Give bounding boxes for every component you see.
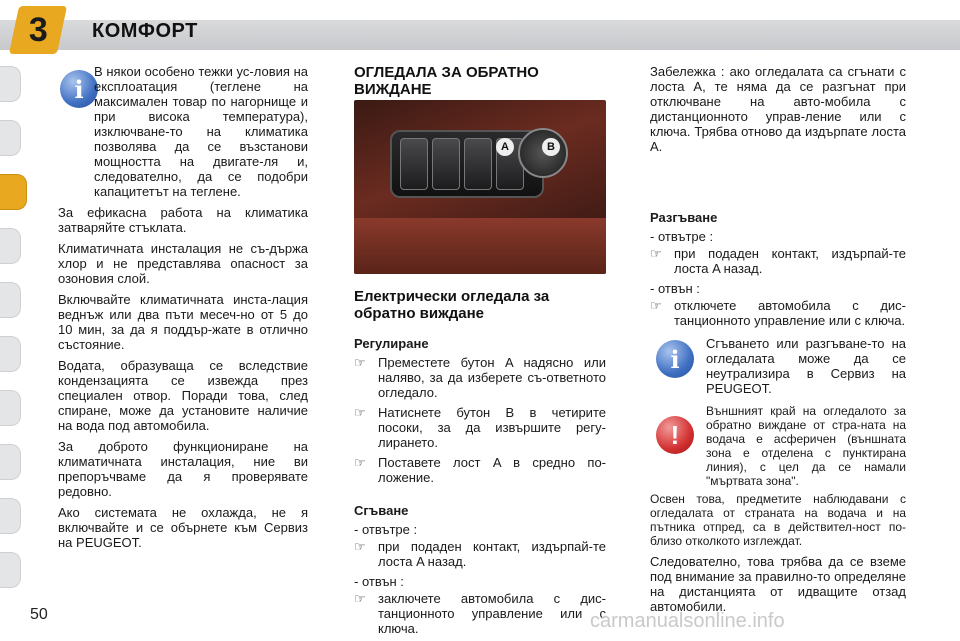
warning-note — [706, 404, 906, 494]
warning-text: Външният край на огледалото за обратно виждане от стра-ната на водача е асферичен (външната зона е отделена с пунктирана линия), с цел да се намали "мъртвата зона". — [706, 404, 906, 488]
paragraph: Включвайте климатичната инста-лация веднъж или два пъти месеч-но от 5 до 10 мин, за да я поддър-жате в отлично състояние. — [58, 292, 308, 352]
mirror-control-dial — [518, 128, 568, 178]
chapter-tab-1[interactable] — [0, 66, 21, 102]
paragraph: Следователно, това трябва да се вземе под внимание за правилно-то определяне на дистанцията от идващите отзад автомобили. — [650, 554, 906, 614]
paragraph: Освен това, предметите наблюдавани с огледалата от страната на водача и на пътника отпред, са в действител-ност по-близо отколкото изглеждат. — [650, 492, 906, 548]
info-icon: i — [60, 70, 98, 108]
window-switch — [432, 138, 460, 190]
list-item: ☞ заключете автомобила с дис-танционното управление или с ключа. — [354, 591, 606, 636]
list-item: ☞ отключете автомобила с дис-танционното управление или с ключа. — [650, 298, 906, 328]
note-paragraph: Забележка : ако огледалата са сгънати с лоста A, те няма да се разгънат при отключване на авто-мобила с дистанционното управ-ление или с ключа. Трябва отново да издърпате лоста A. — [650, 64, 906, 154]
door-trim — [354, 218, 606, 274]
chapter-tab-3-active[interactable] — [0, 174, 27, 210]
hand-pointer-icon: ☞ — [354, 539, 366, 554]
intro-paragraph: В някои особено тежки ус-ловия на експлоатация (теглене на максимален товар по нагорнище и при висока температура), изключване-то на климатика позволява да се възстанови мощността на двигате-ля и, следователно, да се подобри капацитетът на теглене. — [94, 64, 308, 199]
unfold-outside-label: - отвън : — [650, 281, 700, 296]
page-number: 50 — [30, 606, 48, 623]
info-note — [706, 336, 906, 402]
section-title-electric-mirrors: Електрически огледала за обратно виждане — [354, 288, 550, 322]
subtitle-adjust: Регулиране — [354, 336, 429, 351]
subtitle-unfold: Разгъване — [650, 210, 718, 225]
column-2 — [354, 64, 606, 102]
list-item: ☞ при подаден контакт, издърпай-те лоста A назад. — [354, 539, 606, 569]
hand-pointer-icon: ☞ — [354, 455, 366, 470]
chapter-tab-4[interactable] — [0, 228, 21, 264]
list-item: ☞ Поставете лост A в средно по-ложение. — [354, 455, 606, 485]
list-item: ☞ при подаден контакт, издърпай-те лоста A назад. — [650, 246, 906, 276]
warning-icon: ! — [656, 416, 694, 454]
hand-pointer-icon: ☞ — [650, 298, 662, 313]
info-text: Сгъването или разгъване-то на огледалата може да се неутрализира в Сервиз на PEUGEOT. — [706, 336, 906, 396]
hand-pointer-icon: ☞ — [354, 355, 366, 370]
section-title-mirrors: ОГЛЕДАЛА ЗА ОБРАТНО ВИЖДАНЕ — [354, 64, 539, 98]
list-item: ☞ Преместете бутон A надясно или наляво, за да изберете съ-ответното огледало. — [354, 355, 606, 400]
hand-pointer-icon: ☞ — [354, 405, 366, 420]
paragraph: Ако системата не охлажда, не я включвайте и се обърнете към Сервиз на PEUGEOT. — [58, 505, 308, 550]
fold-inside-label: - отвътре : — [354, 522, 418, 537]
chapter-tab-10[interactable] — [0, 552, 21, 588]
column-1-body — [58, 205, 308, 550]
column-3 — [650, 64, 906, 333]
paragraph: Климатичната инсталация не съ-държа хлор и не представлява опасност за озоновия слой. — [58, 241, 308, 286]
chapter-tab-6[interactable] — [0, 336, 21, 372]
hand-pointer-icon: ☞ — [650, 246, 662, 261]
column-2-body — [354, 288, 606, 641]
chapter-tabs — [0, 66, 22, 586]
column-3-footer — [650, 492, 906, 620]
column-1 — [58, 64, 308, 556]
mirror-controls-photo — [354, 100, 606, 274]
chapter-tab-9[interactable] — [0, 498, 21, 534]
window-switch — [400, 138, 428, 190]
unfold-inside-label: - отвътре : — [650, 229, 714, 244]
info-icon: i — [656, 340, 694, 378]
paragraph: За доброто функциониране на климатичната инсталация, ние ви препоръчваме да я проверявате редовно. — [58, 439, 308, 499]
subtitle-fold: Сгъване — [354, 503, 409, 518]
paragraph: За ефикасна работа на климатика затваряйте стъклата. — [58, 205, 308, 235]
chapter-number: 3 — [28, 10, 48, 49]
chapter-title: КОМФОРТ — [92, 20, 198, 42]
chapter-badge — [9, 6, 67, 54]
fold-outside-label: - отвън : — [354, 574, 404, 589]
chapter-tab-2[interactable] — [0, 120, 21, 156]
chapter-tab-5[interactable] — [0, 282, 21, 318]
chapter-tab-7[interactable] — [0, 390, 21, 426]
label-b: B — [542, 138, 560, 156]
hand-pointer-icon: ☞ — [354, 591, 366, 606]
chapter-tab-8[interactable] — [0, 444, 21, 480]
list-item: ☞ Натиснете бутон B в четирите посоки, за да извършите регу-лирането. — [354, 405, 606, 450]
label-a: A — [496, 138, 514, 156]
watermark: carmanualsonline.info — [590, 610, 785, 632]
header — [0, 0, 960, 52]
window-switch — [464, 138, 492, 190]
paragraph: Водата, образуваща се вследствие кондензацията се извежда през специален отвор. Поради това, след спиране, може да установите наличие на вода под автомобила. — [58, 358, 308, 433]
